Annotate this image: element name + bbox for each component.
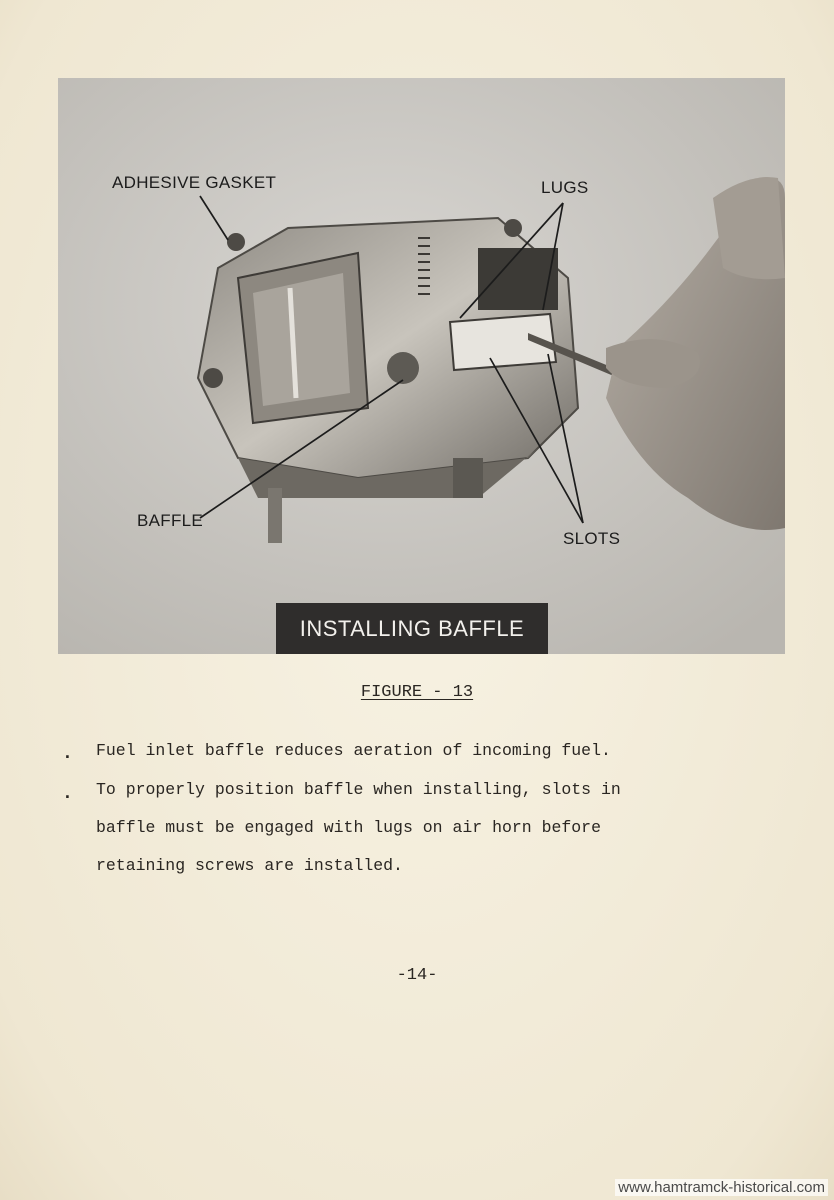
label-slots: SLOTS	[563, 529, 621, 548]
bullet-1: .	[62, 744, 73, 764]
paragraph-1-line-1: Fuel inlet baffle reduces aeration of incoming fuel.	[96, 741, 611, 760]
paragraph-2-line-1: To properly position baffle when installing, slots in	[96, 780, 621, 799]
bullet-2: .	[62, 784, 73, 804]
figure-title: FIGURE - 13	[360, 683, 474, 702]
label-baffle: BAFFLE	[137, 511, 204, 530]
label-lugs: LUGS	[541, 178, 589, 197]
paragraph-2-line-2: baffle must be engaged with lugs on air horn before	[96, 818, 601, 837]
site-watermark: www.hamtramck-historical.com	[615, 1179, 828, 1196]
carburetor-photo	[58, 78, 785, 654]
label-adhesive-gasket: ADHESIVE GASKET	[112, 173, 277, 192]
page-number: -14-	[396, 966, 438, 985]
paragraph-2-line-3: retaining screws are installed.	[96, 856, 403, 875]
photo-caption: INSTALLING BAFFLE	[276, 603, 548, 654]
